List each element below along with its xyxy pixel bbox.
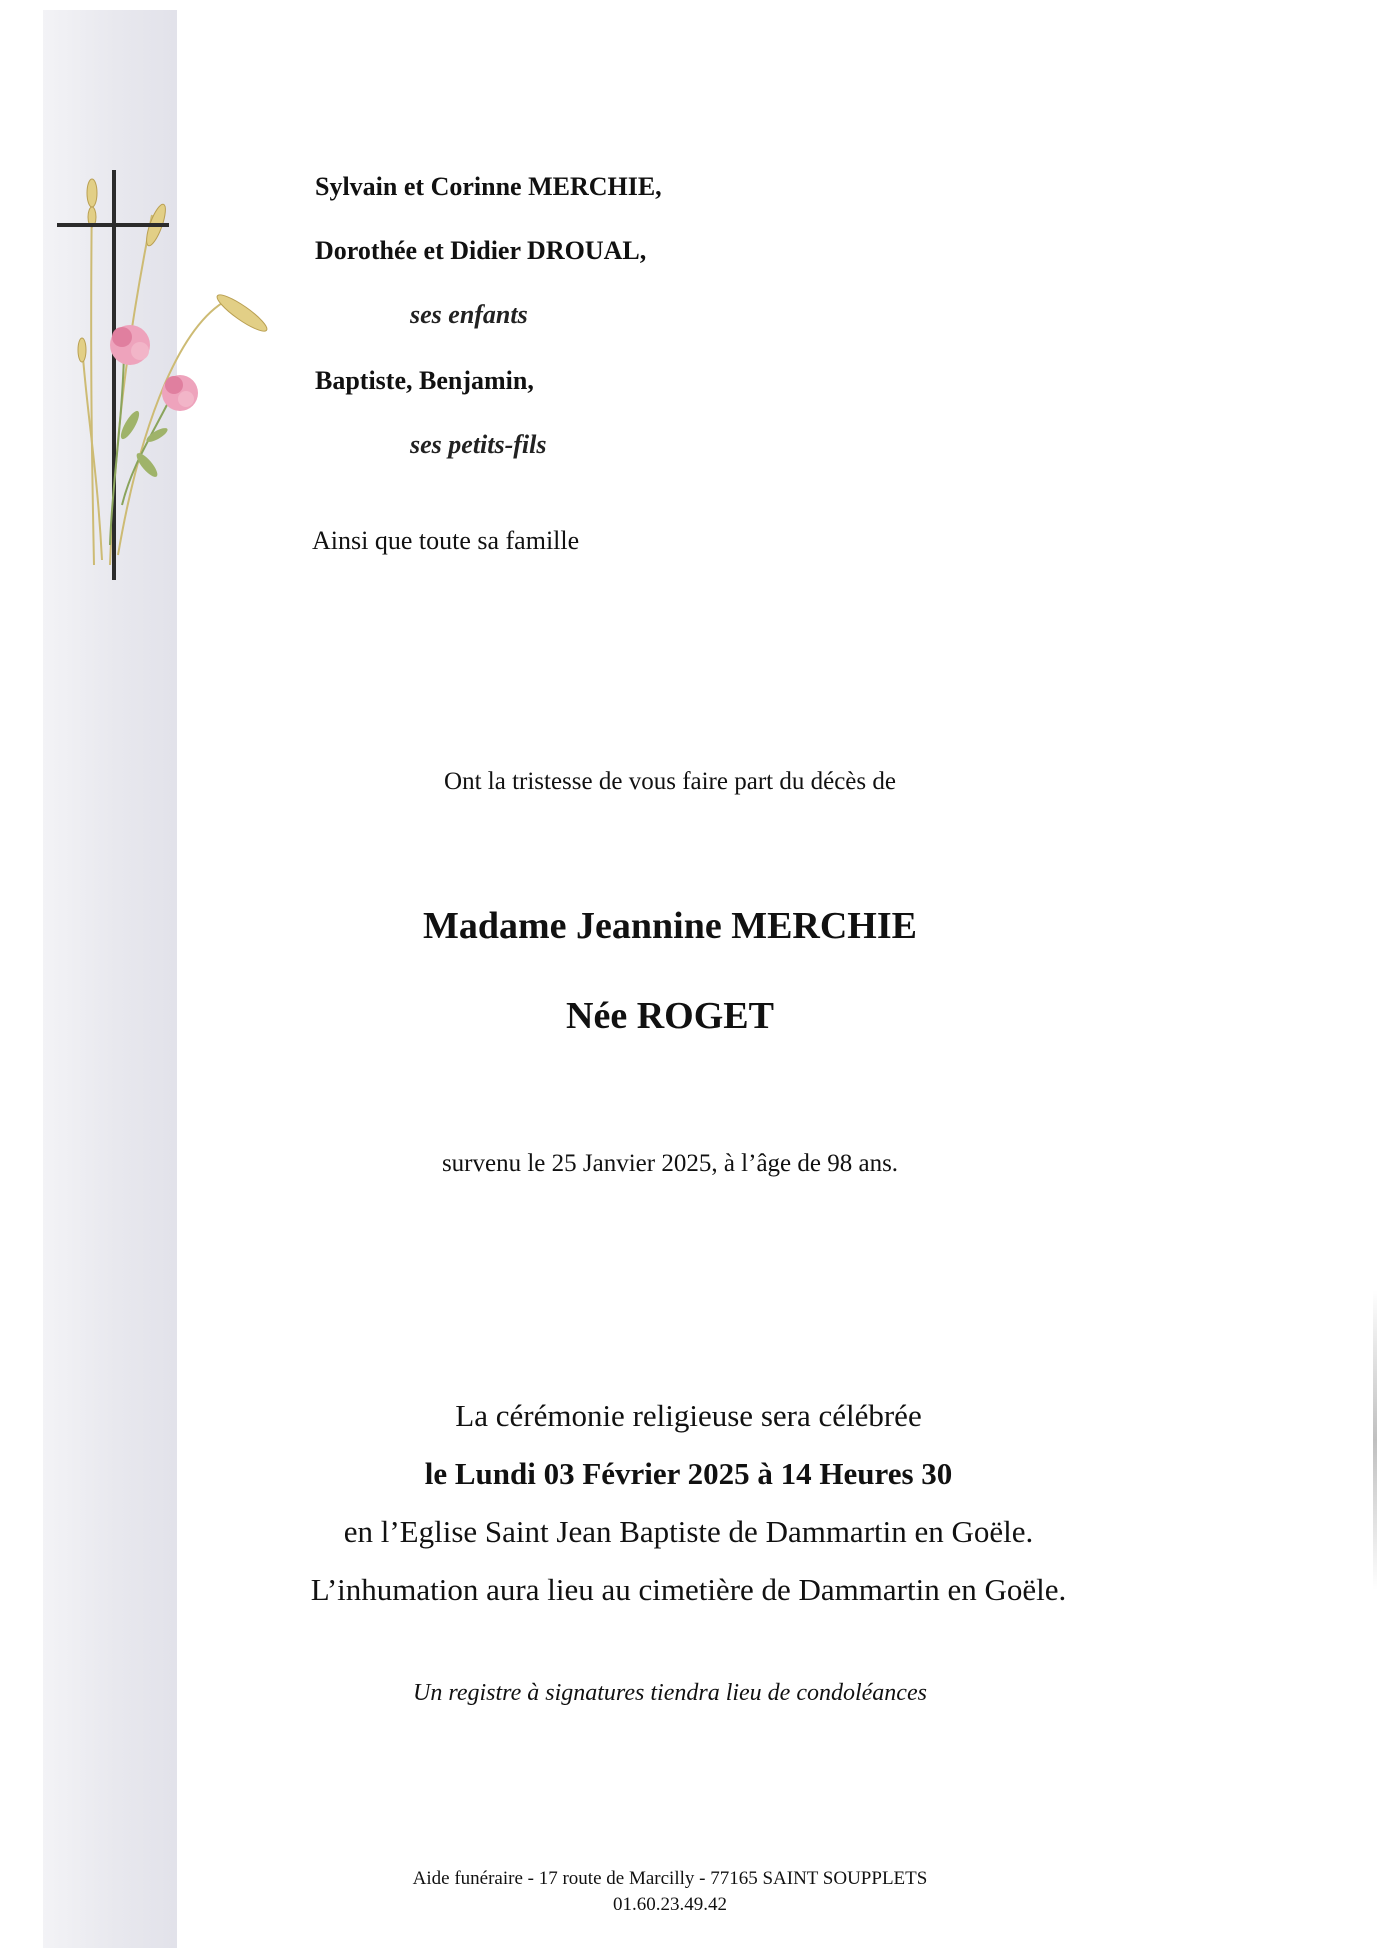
family-line-others: Ainsi que toute sa famille	[312, 526, 580, 555]
family-line-children-1: Sylvain et Corinne MERCHIE,	[315, 172, 662, 201]
cross-with-carnations-and-wheat-icon	[52, 165, 282, 585]
ceremony-location: en l’Eglise Saint Jean Baptiste de Dammartin en Goële.	[343, 1514, 1034, 1549]
registry-note: Un registre à signatures tiendra lieu de condoléances	[413, 1680, 927, 1706]
ceremony-line-1: La cérémonie religieuse sera célébrée	[455, 1398, 922, 1433]
ceremony-date: le Lundi 03 Février 2025 à 14 Heures 30	[424, 1456, 953, 1491]
family-line-children-2: Dorothée et Didier DROUAL,	[315, 236, 647, 265]
family-role-children: ses enfants	[410, 300, 528, 329]
burial-location: L’inhumation aura lieu au cimetière de Dammartin en Goële.	[310, 1572, 1067, 1607]
scan-edge-shadow	[1373, 1290, 1377, 1590]
announcement-intro: Ont la tristesse de vous faire part du décès de	[444, 768, 896, 795]
death-details: survenu le 25 Janvier 2025, à l’âge de 98 ans.	[441, 1150, 899, 1177]
footer-address: Aide funéraire - 17 route de Marcilly - 77165 SAINT SOUPPLETS	[412, 1868, 928, 1889]
family-line-grandchildren: Baptiste, Benjamin,	[315, 366, 534, 395]
footer-phone: 01.60.23.49.42	[613, 1894, 727, 1915]
family-role-grandchildren: ses petits-fils	[410, 430, 547, 459]
deceased-name: Madame Jeannine MERCHIE	[423, 905, 917, 947]
deceased-maiden-name: Née ROGET	[566, 995, 774, 1037]
